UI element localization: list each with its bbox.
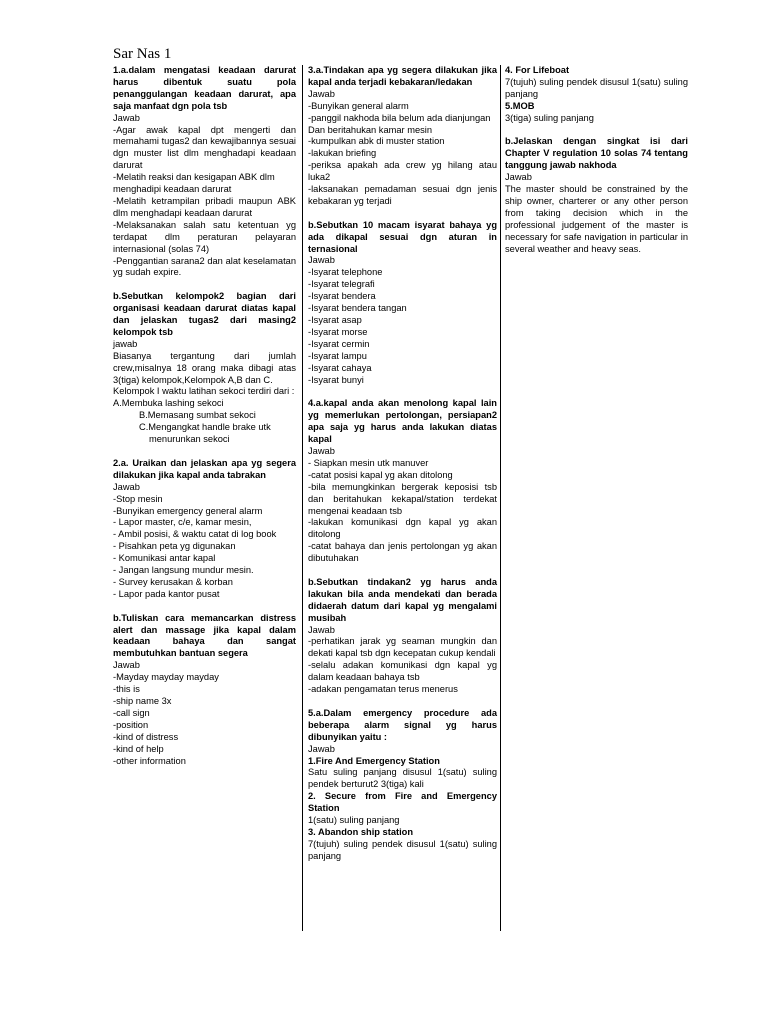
question-heading: 5.a.Dalam emergency procedure ada beberapa alarm signal yg harus dibunyikan yaitu :	[308, 707, 497, 742]
text-column-1	[113, 65, 296, 767]
answer-line: -call sign	[113, 707, 150, 718]
answer-line: -Isyarat bendera	[308, 291, 376, 302]
answer-line: 1(satu) suling panjang	[308, 815, 400, 826]
question-heading: 3. Abandon ship station	[308, 826, 414, 837]
answer-line: The master should be constrained by the ship owner, charterer or any other person from taking decision which in the professional judgement of the master is necessary for safe navigation in particular in several weather and heavy seas.	[505, 184, 688, 254]
answer-line: C.Mengangkat handle brake utk	[139, 422, 271, 433]
answer-line: -Isyarat cahaya	[308, 362, 372, 373]
answer-line: Jawab	[308, 743, 335, 754]
answer-line: -Isyarat morse	[308, 326, 368, 337]
question-heading: 2. Secure from Fire and Emergency Station	[308, 791, 497, 814]
answer-line: Jawab	[113, 112, 140, 123]
answer-line: -Isyarat bendera tangan	[308, 303, 407, 314]
answer-line: -catat bahaya dan jenis pertolongan yg akan dibutuhakan	[308, 541, 497, 564]
answer-line: Jawab	[308, 624, 335, 635]
question-heading: b.Sebutkan tindakan2 yg harus anda lakukan bila anda mendekati dan berada didaerah datum dari kapal yg mengalami musibah	[308, 576, 497, 623]
answer-line: Jawab	[113, 481, 140, 492]
question-heading: 4.a.kapal anda akan menolong kapal lain yg memerlukan pertolongan, persiapan2 apa saja yg harus anda lakukan diatas kapal	[308, 398, 497, 445]
column-divider	[500, 65, 501, 931]
answer-line: - Ambil posisi, & waktu catat di log book	[113, 529, 277, 540]
answer-line: -Bunyikan emergency general alarm	[113, 505, 263, 516]
answer-line: - Lapor pada kantor pusat	[113, 588, 220, 599]
answer-line: Jawab	[308, 88, 335, 99]
answer-line: -Melatih ketrampilan pribadi maupun ABK dlm menghadapi keadaan darurat	[113, 195, 296, 218]
answer-line: -Isyarat lampu	[308, 350, 367, 361]
answer-line: -periksa apakah ada crew yg hilang atau luka2	[308, 160, 497, 183]
answer-line: -position	[113, 719, 149, 730]
answer-line: Biasanya tergantung dari jumlah crew,misalnya 18 orang maka dibagi atas 3(tiga) kelompok,Kelompok A,B dan C.	[113, 350, 296, 385]
question-heading: b.Jelaskan dengan singkat isi dari Chapter V regulation 10 solas 74 tentang tanggung jawab nakhoda	[505, 136, 688, 171]
question-heading: b.Sebutkan 10 macam isyarat bahaya yg ada dikapal sesuai dgn aturan in ternasional	[308, 219, 497, 254]
answer-line: -Melatih reaksi dan kesigapan ABK dlm menghadipi keadaan darurat	[113, 172, 275, 195]
answer-line: -Isyarat bunyi	[308, 374, 364, 385]
question-heading: b.Sebutkan kelompok2 bagian dari organisasi keadaan darurat diatas kapal dan jelaskan tugas2 dari masing2 kelompok tsb	[113, 291, 296, 337]
answer-line: Satu suling panjang disusul 1(satu) suling pendek berturut2 3(tiga) kali	[308, 767, 497, 790]
answer-line: -panggil nakhoda bila belum ada dianjungan	[308, 112, 491, 123]
answer-line: -this is	[113, 684, 140, 695]
answer-line: - Jangan langsung mundur mesin.	[113, 565, 254, 576]
answer-line: menurunkan sekoci	[149, 434, 230, 445]
answer-line: -Agar awak kapal dpt mengerti dan memahami tugas2 dan kewajibannya sesuai dgn muster list dlm menghadapi keadaan darurat	[113, 124, 296, 171]
answer-line: -perhatikan jarak yg seaman mungkin dan dekati kapal tsb dgn kecepatan cukup kendali	[308, 636, 497, 659]
answer-line: -catat posisi kapal yg akan ditolong	[308, 469, 453, 480]
page-title: Sar Nas 1	[113, 46, 172, 62]
answer-line: -kumpulkan abk di muster station	[308, 136, 445, 147]
answer-line: 3(tiga) suling panjang	[505, 112, 594, 123]
answer-line: Jawab	[113, 660, 140, 671]
answer-line: -Isyarat asap	[308, 315, 362, 326]
answer-line: -ship name 3x	[113, 695, 172, 706]
answer-line: -Isyarat cermin	[308, 338, 370, 349]
text-column-2	[308, 65, 497, 863]
answer-line: -lakukan briefing	[308, 148, 377, 159]
answer-line: - Pisahkan peta yg digunakan	[113, 541, 236, 552]
answer-line: - Lapor master, c/e, kamar mesin,	[113, 517, 252, 528]
answer-line: -Mayday mayday mayday	[113, 672, 219, 683]
answer-line: Kelompok I waktu latihan sekoci terdiri dari : A.Membuka lashing sekoci	[113, 386, 295, 409]
answer-line: -Isyarat telegrafi	[308, 279, 375, 290]
column-divider	[302, 65, 303, 931]
answer-line: -selalu adakan komunikasi dgn kapal yg dalam keadaan bahaya tsb	[308, 660, 497, 683]
question-heading: 5.MOB	[505, 100, 535, 111]
answer-line: -kind of distress	[113, 731, 179, 742]
answer-line: -lakukan komunikasi dgn kapal yg akan ditolong	[308, 517, 497, 540]
answer-line: -adakan pengamatan terus menerus	[308, 684, 458, 695]
answer-line: -other information	[113, 755, 186, 766]
answer-line: -kind of help	[113, 743, 164, 754]
text-column-3	[505, 65, 688, 255]
answer-line: Dan beritahukan kamar mesin	[308, 124, 433, 135]
answer-line: 7(tujuh) suling pendek disusul 1(satu) suling panjang	[505, 76, 688, 99]
answer-line: -laksanakan pemadaman sesuai dgn jenis kebakaran yg terjadi	[308, 184, 497, 206]
question-heading: 1.a.dalam mengatasi keadaan darurat harus dibentuk suatu pola penanggulangan keadaan darurat, apa saja manfaat dgn pola tsb	[113, 65, 296, 111]
answer-line: 7(tujuh) suling pendek disusul 1(satu) suling panjang	[308, 838, 497, 861]
answer-line: - Komunikasi antar kapal	[113, 553, 216, 564]
answer-line: -bila memungkinkan bergerak keposisi tsb dan beritahukan kekapal/station terdekat mengenai keadaan tsb	[308, 481, 497, 516]
answer-line: -Bunyikan general alarm	[308, 100, 409, 111]
question-heading: b.Tuliskan cara memancarkan distress alert dan massage jika kapal dalam keadaan bahaya dan sangat membutuhkan bantuan segera	[113, 612, 296, 659]
answer-line: Jawab	[308, 255, 335, 266]
answer-line: -Stop mesin	[113, 493, 163, 504]
answer-line: - Survey kerusakan & korban	[113, 576, 233, 587]
answer-line: B.Memasang sumbat sekoci	[139, 410, 256, 421]
question-heading: 1.Fire And Emergency Station	[308, 755, 440, 766]
question-heading: 3.a.Tindakan apa yg segera dilakukan jika kapal anda terjadi kebakaran/ledakan	[308, 65, 497, 87]
answer-line: Jawab	[308, 445, 335, 456]
answer-line: Jawab	[505, 172, 532, 183]
question-heading: 4. For Lifeboat	[505, 65, 570, 75]
answer-line: jawab	[113, 338, 138, 349]
answer-line: -Penggantian sarana2 dan alat keselamatan yg sudah expire.	[113, 255, 296, 278]
answer-line: -Melaksanakan salah satu ketentuan yg terdapat dlm peraturan pelayaran internasional (solas 74)	[113, 219, 296, 254]
question-heading: 2.a. Uraikan dan jelaskan apa yg segera dilakukan jika kapal anda tabrakan	[113, 457, 296, 480]
answer-line: - Siapkan mesin utk manuver	[308, 457, 429, 468]
answer-line: -Isyarat telephone	[308, 267, 383, 278]
